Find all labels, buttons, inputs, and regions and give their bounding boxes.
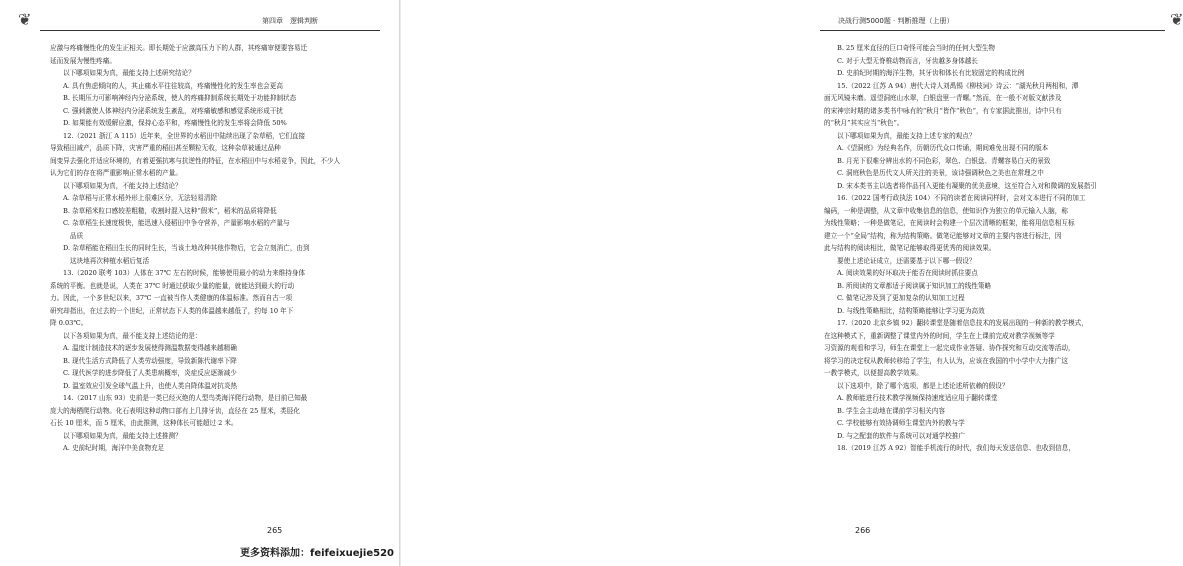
text-line: 为线性策略；一种是做笔记，在阅读时会构建一个层次清晰的框架，能将用信息相互标 [824, 219, 1075, 227]
text-line: 系统的平衡。也就是说，人类在 37℃ 时通过获取少量的能量，就能达到最大的行动 [50, 281, 295, 290]
text-line: 在这种模式下，重新调整了课堂内外的时间，学生在上课前完成对教学视频等学 [824, 331, 1055, 340]
text-line: C. 杂草稻生长速度极快，能迅速入侵稻田中争夺营养，产量影响水稻的产量与 [63, 219, 290, 227]
text-line: B. 学生会主动地在课前学习相关内容 [837, 406, 945, 415]
text-line: 这块地再次种植水稻后复活 [70, 256, 150, 265]
text-line: 一教学模式，以便提高教学效果。 [824, 369, 923, 377]
text-line: 12.（2021 浙江 A 115）近年来，全世界的水稻田中陆续出现了杂草稻，它们直接 [63, 131, 306, 140]
footer-contact: 更多资料添加：feifeixuejie520 [240, 548, 394, 559]
header-right: 决战行测5000题 · 判断推理（上册） [838, 17, 954, 25]
text-line: 以下选项中，除了哪个选项，都是上述论述所依赖的假设？ [837, 381, 1009, 390]
text-line: D. 史前纪时期的海洋生物，其牙齿和体长有比较固定的构成比例 [837, 69, 1025, 77]
text-line: D. 宋本类书主以选者将作品刊入更能有凝聚的优美意境，这至符合入对和微调的发展指引 [837, 181, 1097, 190]
text-line: B. 所阅读的文章都适于阅读属于知识加工的线性策略 [837, 281, 992, 290]
text-line: 将学习的决定权从教师转移给了学生，有人认为，应该在我国的中小学中大力推广这 [824, 356, 1068, 365]
text-line: 18.（2019 江苏 A 92）智能手机流行的时代，我们每天发送信息、也收到信息， [837, 444, 1075, 452]
text-line: 延而发展为慢性疼痛。 [50, 56, 116, 65]
page-number-right: 266 [855, 526, 871, 535]
text-line: D. 杂草稻能在稻田生长的同时生长，当该土地改种其他作物后，它会立刻消亡，由到 [63, 244, 310, 252]
text-line: C. 现代医学的进步降低了人类患病概率，炎症反应逐渐减少 [63, 369, 237, 377]
text-line: 的“秋月”其实应当“秋色”。 [824, 119, 904, 127]
text-line: A.《望洞庭》为经典名作，历朝历代众口传诵，期间难免出现不同的版本 [837, 144, 1049, 152]
text-line: 研究却指出，在过去的一个世纪，正常状态下人类的体温越来越低了，约每 10 年下 [50, 306, 294, 315]
text-line: D. 如果能有效缓解应激，保持心态平和，疼痛慢性化的发生率将会降低 50% [63, 119, 287, 127]
text-line: B. 长期压力可影响神经内分泌系统，使人的疼痛抑制系统长期处于功能抑制状态 [63, 94, 297, 102]
text-line: C. 学校能够有效协调师生课堂内外的教与学 [837, 419, 965, 427]
text-line: 导致稻田减产，品质下降，灾害严重的稻田甚至颗粒无收，这种杂草被通过品种 [50, 144, 281, 152]
text-line: 以下哪项如果为真，最能支持上述专家的观点？ [837, 131, 976, 140]
right-page [400, 0, 1183, 566]
text-line: 降 0.03℃。 [50, 319, 88, 327]
left-page [0, 0, 400, 566]
text-line: D. 与之配套的软件与系统可以对通学校推广 [837, 431, 965, 440]
text-line: 编码，一种是调整，从文章中收集信息的信息，使知识作为独立的单元输入人脑，称 [824, 206, 1068, 215]
text-line: 以下哪项如果为真，最能支持上述推测？ [63, 431, 182, 440]
text-line: 建立一个“全局”结构，称为结构策略。做笔记能够对文章的主要内容进行标注，因 [824, 231, 1062, 240]
text-line: C. 做笔记涉及到了更加复杂的认知加工过程 [837, 294, 965, 302]
header-rule [820, 30, 1165, 31]
text-line: 以下哪项如果为真，不能支持上述结论？ [63, 181, 182, 190]
text-line: 习资源的观看和学习，师生在课堂上一起完成作业答疑、协作探究和互动交流等活动， [824, 344, 1075, 352]
text-line: A. 杂草稻与正常水稻外形上很难区分，无法轻易清除 [63, 194, 218, 202]
right-text-column [824, 42, 1164, 455]
text-line: 17.（2020 北京乡镇 92）翻转课堂是随着信息技术的发展出现的一种新的教学模式， [837, 319, 1088, 327]
text-line: A. 具有焦虑倾向的人，其止痛水平往往较高，疼痛慢性化的发生率也会更高 [63, 81, 283, 90]
text-line: D. 与线性策略相比，结构策略能够让学习更为高效 [837, 306, 985, 315]
text-line: 13.（2020 联考 103）人体在 37℃ 左右的时候，能够使用最小的动力来维持身体 [63, 269, 306, 277]
text-line: A. 阅读效果的好坏取决于能否在阅读时抓住要点 [837, 269, 978, 277]
text-line: C. 对于大型无脊椎动物而言，牙齿越多身体越长 [837, 56, 978, 65]
text-line: 此与结构的阅读相比，做笔记能够取得更优秀的阅读效果。 [824, 244, 996, 252]
text-line: 15.（2022 江苏 A 94）唐代大诗人刘禹锡《柳枝词》诗云：“湖光秋月两相和，潭 [837, 81, 1079, 90]
text-line: 以下哪项如果为真，最能支持上述研究结论？ [63, 69, 195, 77]
text-line: B. 25 厘米直径的巨口奇怪可能会当时的任何大型生物 [837, 44, 995, 52]
text-line: 面无风镜未磨。遥望洞庭山水翠，白银盘里一青螺。”然而，在一般不对版文献涉及 [824, 94, 1062, 102]
text-line: C. 洞庭秋色是历代文人所关注的美景，该诗强调秋色之美也在常理之中 [837, 169, 1044, 177]
leaf-ornament-icon: ❦ [1170, 10, 1183, 29]
text-line: B. 现代生活方式降低了人类劳动强度，导致新陈代谢率下降 [63, 356, 237, 365]
text-line: 应激与疼痛慢性化的发生正相关。即长期处于应激高压力下的人群，其疼痛审便要容易迁 [50, 44, 308, 52]
text-line: 间变异去强化并适应环境的，有着更强抗寒与抗逆性的特征，在水稻田中与水稻竞争，因此，不少人 [50, 156, 341, 165]
text-line: A. 教师能进行技术教学视频保持速度适应用于翻转课堂 [837, 394, 998, 402]
text-line: 要使上述论证成立，还需要基于以下哪一假设？ [837, 256, 976, 265]
text-line: 认为它们的存在将严重影响正常水稻的产量。 [50, 169, 182, 177]
page-number-left: 265 [267, 526, 283, 535]
text-line: 14.（2017 山东 93）史前是一类已经灭绝的人型鸟类海洋爬行动物，是目前已知最 [63, 394, 308, 402]
text-line: 品质 [70, 231, 84, 240]
text-line: 以下各项如果为真，最不能支持上述结论的是： [63, 331, 202, 340]
text-line: A. 史前纪时期，海洋中美食物充足 [63, 444, 165, 452]
text-line: D. 温室效应引发全球气温上升，也使人类自降体温对抗炎热 [63, 381, 238, 390]
text-line: A. 温度计制造技术的逐步发展使得测温数据变得越来越精确 [63, 344, 237, 352]
text-line: 的宋神宗时期的诸多类书中咏有的“秋月”皆作“秋色”，有专家据此推出，诗中只有 [824, 106, 1062, 115]
header-rule [40, 30, 380, 31]
header-left: 第四章 逻辑判断 [262, 17, 318, 25]
leaf-ornament-icon: ❦ [18, 10, 32, 29]
text-line: 力。因此，一个多世纪以来，37℃ 一直被当作人类健康的体温标准。然而自古一项 [50, 294, 293, 302]
text-line: C. 强刺激使人体神经内分泌系统发生紊乱，对疼痛敏感和感觉系统形成干扰 [63, 106, 284, 115]
text-line: 16.（2022 国考行政执法 104）不同的读者在阅读同样时，会对文本进行不同的加工 [837, 194, 1086, 202]
text-line: B. 月光下很难分辨出水的不同色彩，翠色、白银盘、青螺容易白天的景致 [837, 156, 1051, 165]
text-line: B. 杂草稻米粒口感较差粗糙，收割时混入这种“假米”，稻米的品质将降低 [63, 206, 277, 215]
left-text-column [50, 42, 380, 455]
text-line: 庞大的海栖爬行动物。化石表明这种动物口部有上几排牙齿，直径在 25 厘米，类胫化 [50, 406, 300, 415]
text-line: 石长 10 厘米，而 5 厘米，由此推测，这种体长可能超过 2 米。 [50, 419, 238, 427]
